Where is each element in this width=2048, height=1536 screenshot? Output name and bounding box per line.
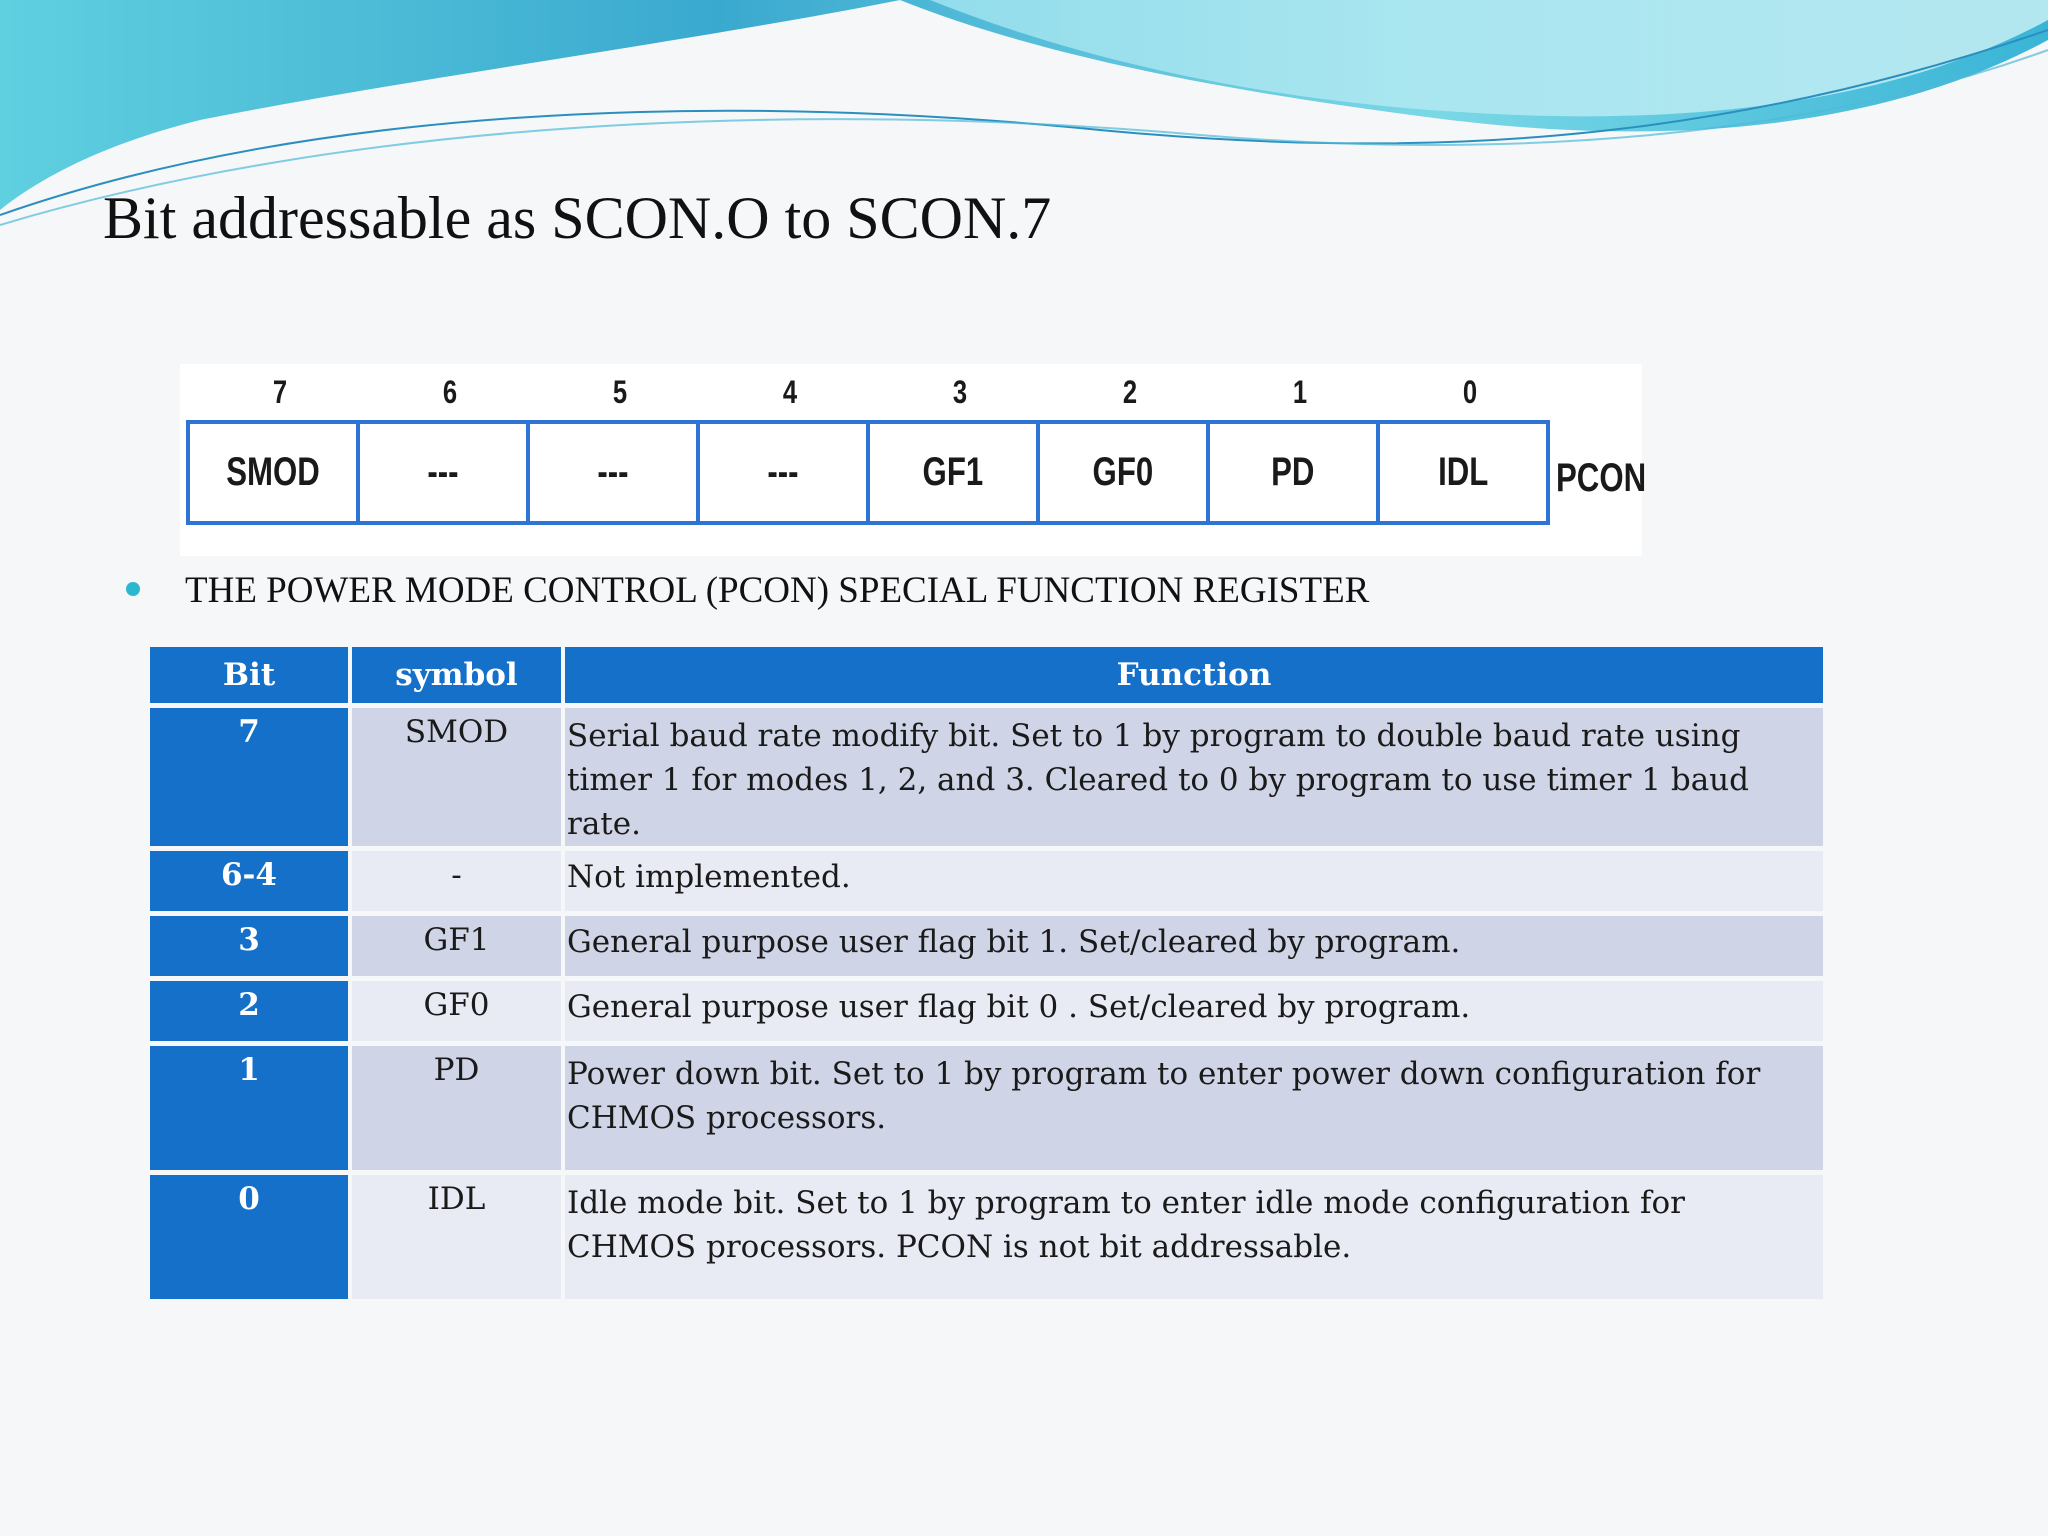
symbol-cell: IDL <box>352 1175 561 1299</box>
bullet-icon <box>126 582 140 596</box>
pcon-function-table <box>146 642 1827 1304</box>
register-bit-4: --- <box>696 420 870 525</box>
column-header-bit: Bit <box>150 647 348 703</box>
bit-number: 4 <box>782 374 798 410</box>
symbol-cell: PD <box>352 1046 561 1170</box>
bit-number: 2 <box>1122 374 1138 410</box>
function-cell: Serial baud rate modify bit. Set to 1 by program to double baud rate using timer 1 for modes 1, 2, and 3. Cleared to 0 by program to use timer 1 baud rate. <box>565 708 1823 846</box>
bit-cell: 7 <box>150 708 348 846</box>
column-header-symbol: symbol <box>352 647 561 703</box>
symbol-cell: SMOD <box>352 708 561 846</box>
function-cell: Power down bit. Set to 1 by program to enter power down configuration for CHMOS processors. <box>565 1046 1823 1170</box>
bit-number: 5 <box>612 374 628 410</box>
register-bit-smod: SMOD <box>186 420 360 525</box>
table-header-row <box>150 647 1823 703</box>
table-row <box>150 708 1823 846</box>
table-row <box>150 1046 1823 1170</box>
symbol-cell: - <box>352 851 561 911</box>
function-cell: Idle mode bit. Set to 1 by program to enter idle mode configuration for CHMOS processors. PCON is not bit addressable. <box>565 1175 1823 1299</box>
pcon-register-diagram <box>180 364 1647 556</box>
bit-number: 6 <box>442 374 458 410</box>
slide-title: Bit addressable as SCON.O to SCON.7 <box>103 185 1052 251</box>
bit-number: 0 <box>1462 374 1478 410</box>
bullet-text: THE POWER MODE CONTROL (PCON) SPECIAL FUNCTION REGISTER <box>185 570 1370 611</box>
register-bit-gf0: GF0 <box>1036 420 1210 525</box>
table-row <box>150 916 1823 976</box>
register-name-label: PCON <box>1556 456 1647 500</box>
register-bit-idl: IDL <box>1376 420 1550 525</box>
bit-number: 1 <box>1292 374 1308 410</box>
table-row <box>150 981 1823 1041</box>
bit-cell: 6-4 <box>150 851 348 911</box>
symbol-cell: GF0 <box>352 981 561 1041</box>
bit-cell: 2 <box>150 981 348 1041</box>
bit-cell: 0 <box>150 1175 348 1299</box>
bit-cell: 1 <box>150 1046 348 1170</box>
function-cell: General purpose user flag bit 1. Set/cleared by program. <box>565 916 1823 976</box>
column-header-function: Function <box>565 647 1823 703</box>
register-bit-5: --- <box>526 420 700 525</box>
function-cell: General purpose user flag bit 0 . Set/cleared by program. <box>565 981 1823 1041</box>
bit-number: 7 <box>272 374 288 410</box>
bit-number: 3 <box>952 374 968 410</box>
register-bit-6: --- <box>356 420 530 525</box>
bit-cell: 3 <box>150 916 348 976</box>
table-row <box>150 1175 1823 1299</box>
table-row <box>150 851 1823 911</box>
function-cell: Not implemented. <box>565 851 1823 911</box>
register-bit-gf1: GF1 <box>866 420 1040 525</box>
register-bit-pd: PD <box>1206 420 1380 525</box>
symbol-cell: GF1 <box>352 916 561 976</box>
